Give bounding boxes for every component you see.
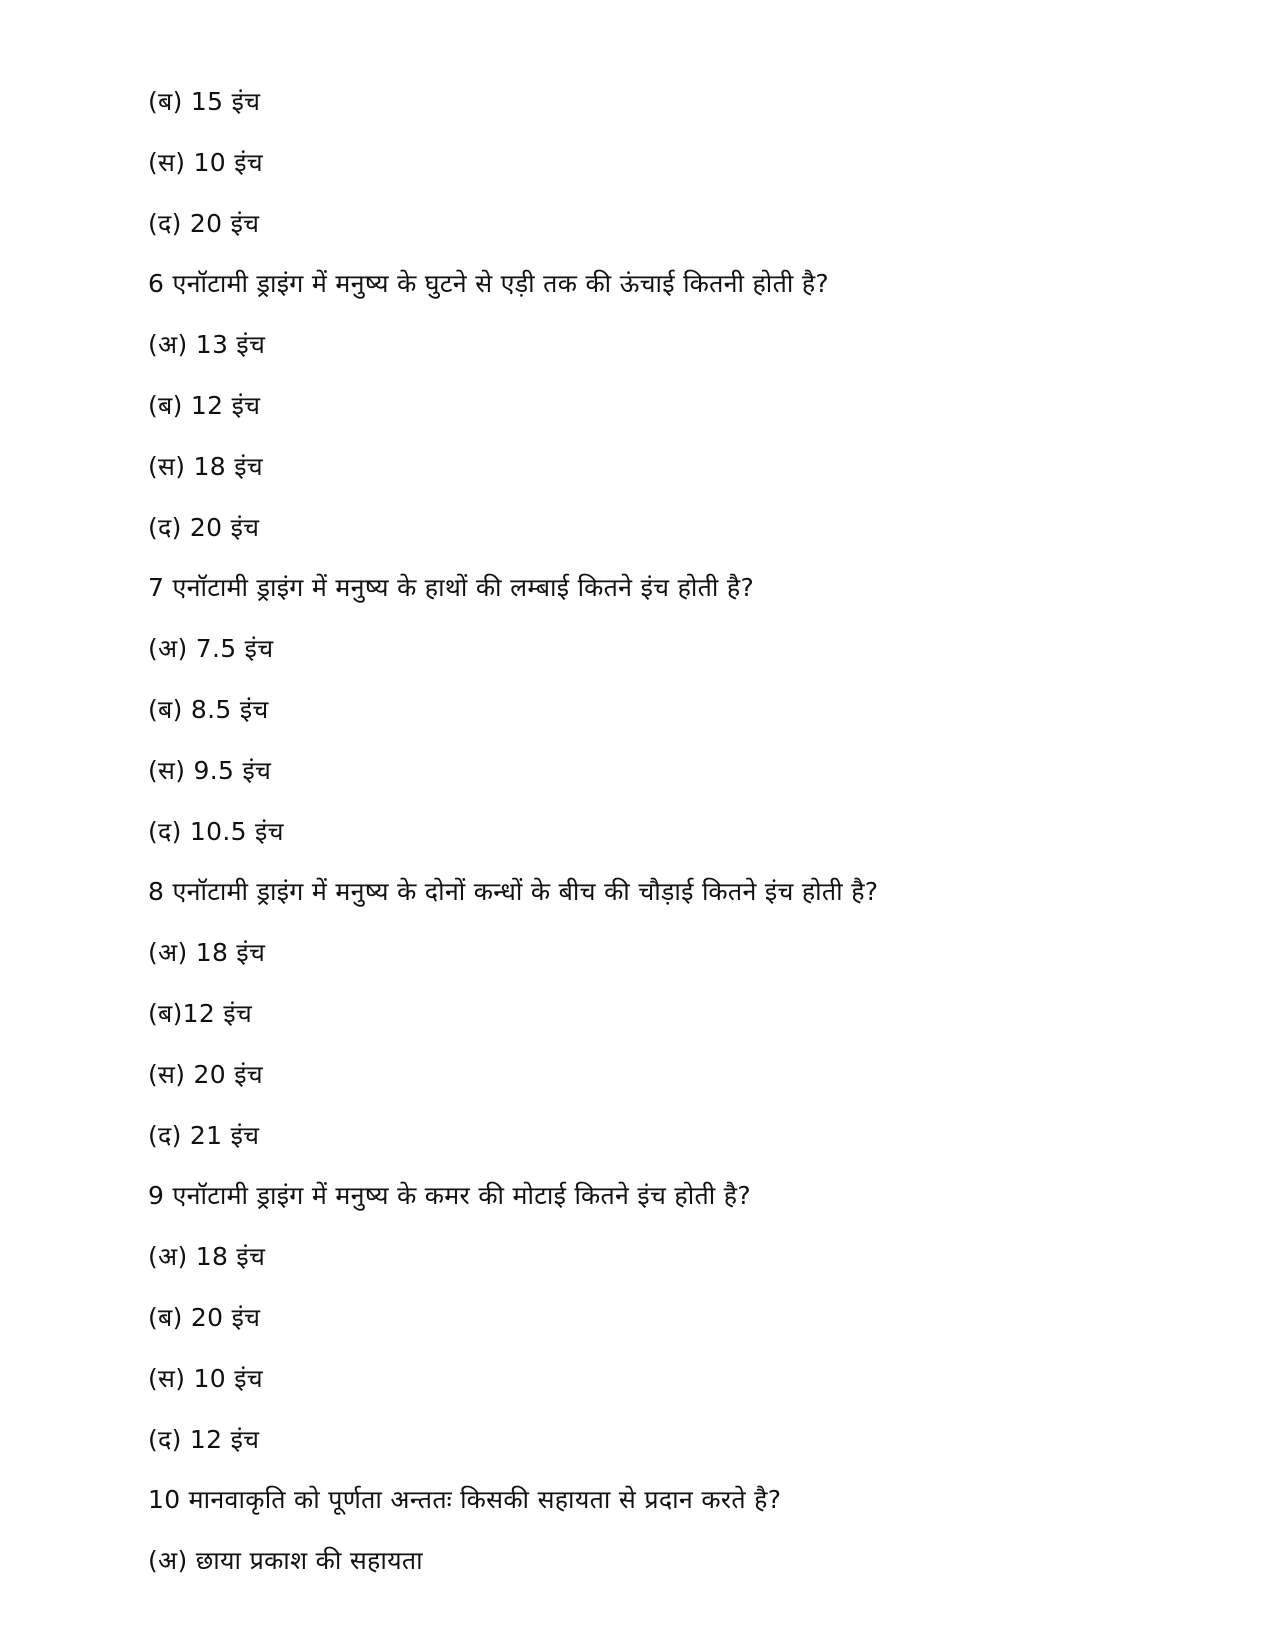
question-line: 7 एनॉटामी ड्राइंग में मनुष्य के हाथों की लम्बाई कितने इंच होती है? — [148, 573, 755, 603]
option-line: (स) 18 इंच — [148, 451, 263, 481]
question-line: 9 एनॉटामी ड्राइंग में मनुष्य के कमर की मोटाई कितने इंच होती है? — [148, 1181, 751, 1211]
option-line: (स) 10 इंच — [148, 1363, 263, 1393]
option-line: (ब) 8.5 इंच — [148, 694, 269, 724]
option-line: (अ) 18 इंच — [148, 1242, 266, 1272]
option-line: (अ) 13 इंच — [148, 330, 266, 360]
option-line: (स) 9.5 इंच — [148, 755, 272, 785]
option-line: (द) 20 इंच — [148, 512, 260, 542]
option-line: (ब) 15 इंच — [148, 87, 261, 116]
option-line: (अ) 7.5 इंच — [148, 634, 274, 664]
question-line: 8 एनॉटामी ड्राइंग में मनुष्य के दोनों कन्धों के बीच की चौड़ाई कितने इंच होती है? — [148, 877, 879, 907]
option-line: (द) 20 इंच — [148, 208, 260, 238]
option-line: (अ) 18 इंच — [148, 938, 266, 968]
question-line: 6 एनॉटामी ड्राइंग में मनुष्य के घुटने से एड़ी तक की ऊंचाई कितनी होती है? — [148, 269, 829, 299]
option-line: (अ) छाया प्रकाश की सहायता — [148, 1546, 423, 1576]
question-line: 10 मानवाकृति को पूर्णता अन्ततः किसकी सहायता से प्रदान करते है? — [148, 1485, 782, 1515]
option-line: (द) 10.5 इंच — [148, 816, 284, 846]
option-line: (ब) 12 इंच — [148, 390, 261, 420]
option-line: (द) 12 इंच — [148, 1424, 260, 1454]
option-line: (द) 21 इंच — [148, 1120, 260, 1150]
option-line: (स) 20 इंच — [148, 1059, 263, 1089]
option-line: (ब)12 इंच — [148, 998, 253, 1028]
question-list — [148, 80, 1208, 1600]
option-line: (स) 10 इंच — [148, 147, 263, 177]
option-line: (ब) 20 इंच — [148, 1302, 261, 1332]
